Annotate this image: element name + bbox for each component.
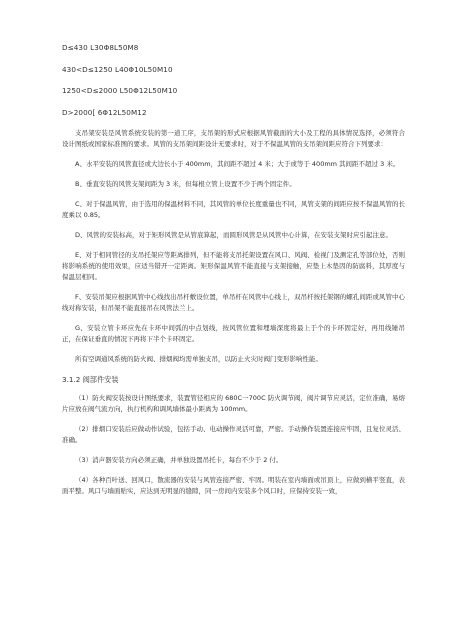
list-item: （1）防火阀安装按设计图纸要求，装置管径相应的 680C一700C 防火调节阀，阀片调节应灵活，定位准确，易熔片应放在阀气流方向，执行机构和调风墙体最小距离为 100mm。: [62, 394, 405, 413]
paragraph: B、垂直安装的风管支架间距为 3 米，但每根立管上设置不少于两个固定件。: [75, 180, 296, 188]
paragraph: F、安装吊架应根据风管中心线找出吊杆敷设位置，单吊杆在风管中心线上，双吊杆按托架钢的螺孔间距或风管中心线对称安装，但吊架不能直接吊在风管法兰上。: [62, 293, 405, 312]
spec-line: 430<D≤1250 L40Φ10L50M10: [62, 64, 173, 74]
item-list: [62, 393, 405, 497]
paragraph: E、对于相同管径的支吊托架应等距离排列，但不能将支吊托架设置在风口、风阀、检视门及测定孔等部位处，否则将影响系统的使用效果，应适当错开一定距离。矩形保温风管不能直接与支架接触，应垫上木垫因的防腐料，其厚度与保温层相同。: [62, 251, 405, 281]
paragraph: 支吊架安装是风管系统安装的第一道工序，支吊架的形式应根据风管截面的大小及工程的具体情况选择，必须符合设计图纸或国家标准图的要求。风管的支吊架间距设计无要求时，对于不保温风管的支吊架间距应符合下列要求：: [62, 129, 405, 148]
list-item: （3）消声器安装方向必须正确，并单独设置吊托卡，每台不少于 2 付。: [75, 456, 283, 464]
spec-line: 1250<D≤2000 L50Φ12L50M10: [62, 86, 178, 95]
body-paragraphs: [62, 128, 405, 365]
section-title: 3.1.2 阀部件安装: [62, 375, 119, 384]
paragraph: 所有空调通风系统的防火阀、排烟阀均需单独支吊，以防止火灾时阀门变形影响性能。: [75, 355, 322, 363]
paragraph: A、水平安装的风管直径或大边长小于 400mm，其间距不超过 4 米；大于或等于 400mm 其间距不超过 3 米。: [75, 160, 400, 168]
list-item: （4）各种百叶送、回风口，散流器的安装与风管连接严密、牢固。明装在室内墙面或吊顶上，应做到横平竖直，表面平整。风口与墙面贴实，应达到无明显的缝隙，同一房间内安装多个风口时，应保持安装一致，: [62, 476, 405, 495]
spec-list: [62, 42, 405, 118]
spec-line: D>2000[ 6Φ12L50M12: [62, 107, 147, 117]
paragraph: D、风管的安装标高，对于矩形风管是从管底算起，而圆形风管是从风管中心计算，在安装支架时应引起注意。: [75, 231, 393, 239]
paragraph: G、安装立管卡环应先在卡环中间弧的中点划线，按风管位置和埋墙深度将最上于个的卡环固定好，再用线锤吊正，在保证垂直的情况下再将下半个卡环固定。: [62, 324, 405, 343]
paragraph: C、对于保温风管，由于选用的保温材料不同，其风管的单位长度重量也不同，风管支架的间距应按不保温风管的长度乘以 0.85。: [62, 200, 405, 219]
list-item: （2）排烟口安装后应做动作试验，包括手动、电动操作灵活可靠，严密。手动操作装置连接应牢固，且复位灵活、准确。: [62, 425, 405, 444]
spec-line: D≤430 L30Φ8L50M8: [62, 43, 139, 52]
